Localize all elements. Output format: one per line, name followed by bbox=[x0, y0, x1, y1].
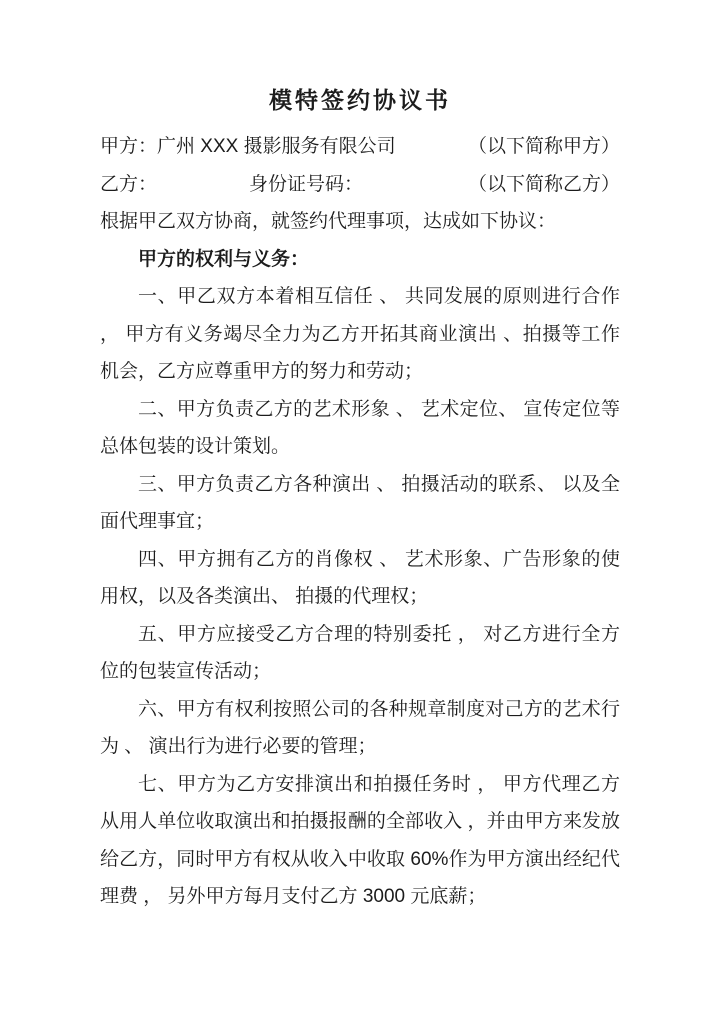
party-b-id-number-label: 身份证号码： bbox=[249, 173, 364, 195]
clause-6: 六、甲方有权利按照公司的各种规章制度对己方的艺术行为 、 演出行为进行必要的管理； bbox=[100, 698, 620, 757]
clause-5: 五、甲方应接受乙方合理的特别委托 ， 对乙方进行全方位的包装宣传活动； bbox=[100, 623, 620, 682]
clause-1: 一、甲乙双方本着相互信任 、 共同发展的原则进行合作 ， 甲方有义务竭尽全力为乙方开拓其商业演出 、拍摄等工作机会，乙方应尊重甲方的努力和劳动； bbox=[100, 286, 620, 382]
party-a-alias: （以下简称甲方） bbox=[467, 136, 620, 157]
clause-2: 二、甲方负责乙方的艺术形象 、 艺术定位、 宣传定位等总体包装的设计策划。 bbox=[100, 398, 620, 457]
clause-4: 四、甲方拥有乙方的肖像权 、 艺术形象、广告形象的使用权，以及各类演出、 拍摄的代理权； bbox=[100, 548, 620, 607]
party-a-row bbox=[100, 128, 620, 166]
party-a-name: 甲方：广州 XXX 摄影服务有限公司 bbox=[100, 136, 396, 157]
intro-paragraph: 根据甲乙双方协商，就签约代理事项，达成如下协议： bbox=[100, 211, 557, 232]
party-b-label: 乙方： bbox=[100, 173, 158, 195]
document-title: 模特签约协议书 bbox=[269, 88, 451, 113]
document-body bbox=[100, 128, 620, 916]
clause-7: 七、甲方为乙方安排演出和拍摄任务时 ， 甲方代理乙方从用人单位收取演出和拍摄报酬的全部收入 ，并由甲方来发放给乙方，同时甲方有权从收入中收取 60%作为甲方演出经纪代理费 ， 另外甲方每月支付乙方 3000 元底薪； bbox=[100, 773, 620, 907]
section-heading-party-a-rights: 甲方的权利与义务： bbox=[138, 248, 310, 270]
party-b-alias: （以下简称乙方） bbox=[467, 173, 620, 195]
party-b-row bbox=[100, 166, 620, 204]
clause-3: 三、甲方负责乙方各种演出 、 拍摄活动的联系、 以及全面代理事宜； bbox=[100, 473, 620, 532]
